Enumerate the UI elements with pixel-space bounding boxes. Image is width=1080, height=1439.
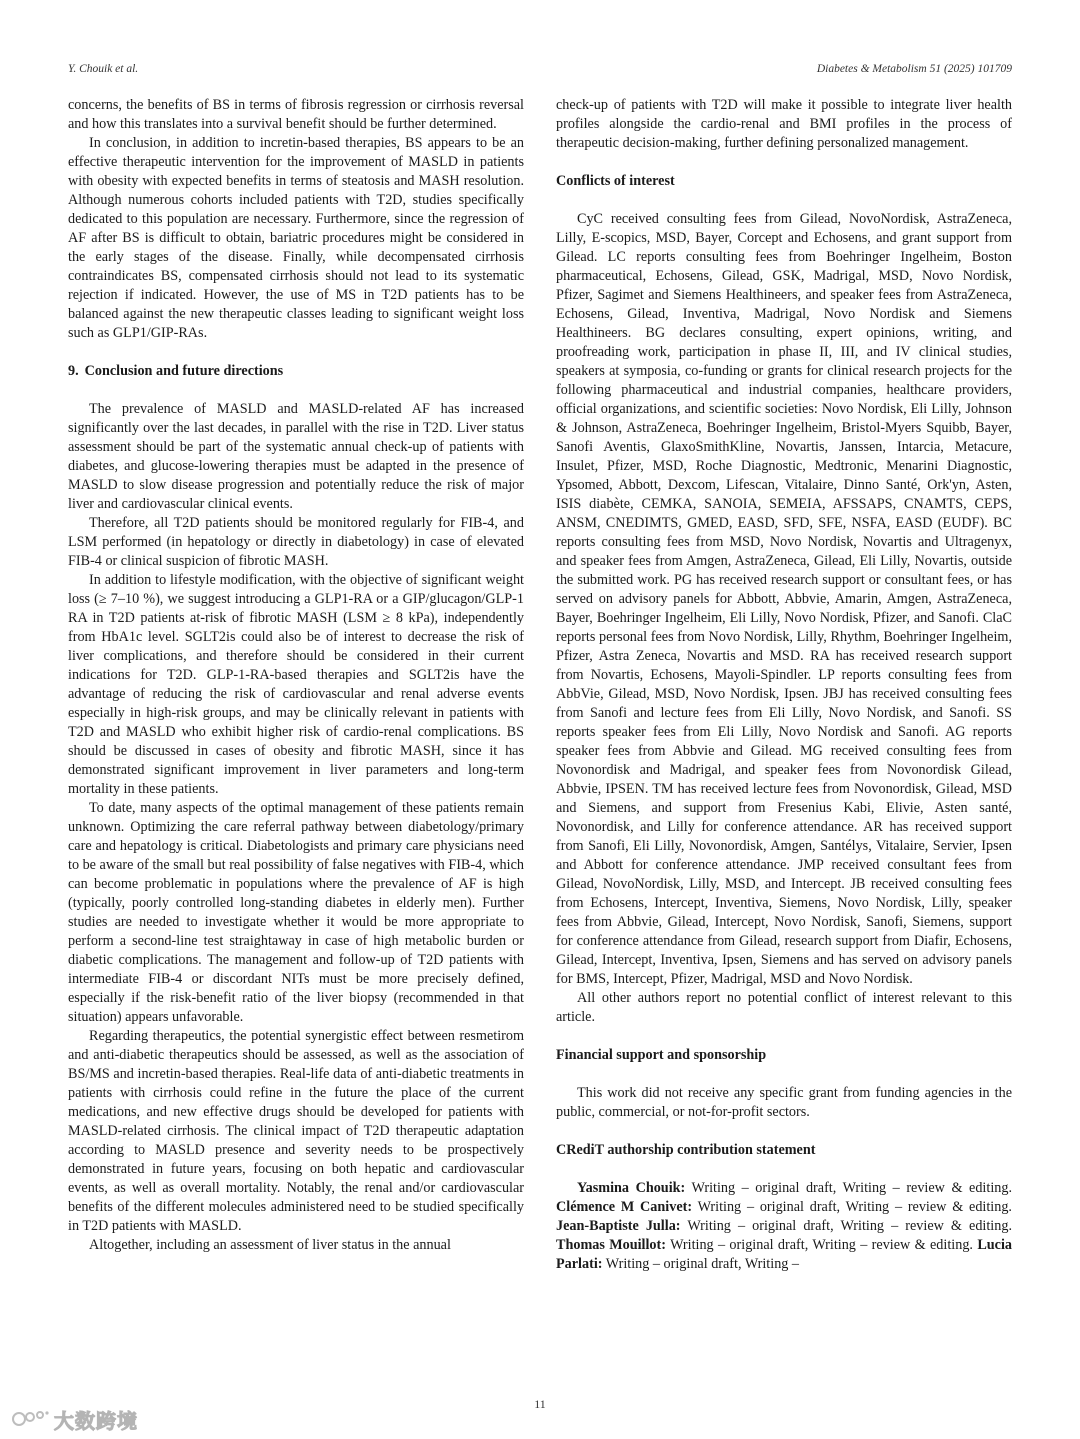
paragraph: To date, many aspects of the optimal management of these patients remain unknown. Optimizing the care referral pathway between diabetology/primary care and hepatology is critical. Diabetologists and primary care physicians need to be aware of the small but real possibility of false negatives with FIB-4, which can become problematic in populations where the prevalence of AF is high (typically, poorly controlled long-standing diabetes in elderly men). Further studies are needed to investigate whether it would be more appropriate to perform a second-line test straightaway in case of high metabolic burden or diabetic complications. The management and follow-up of T2D patients with intermediate FIB-4 or discordant NITs must be more precisely defined, especially if the risk-benefit ratio of the liver biopsy (recommended in that situation) appears unfavorable.: [68, 800, 524, 1025]
author-role: Writing – original draft, Writing – review & editing.: [680, 1218, 1012, 1234]
section-number: 9.: [68, 363, 79, 379]
section-heading-coi: Conflicts of interest: [556, 173, 675, 189]
watermark-text: 大数跨境: [54, 1408, 138, 1433]
credit-paragraph: [556, 1179, 1012, 1274]
paragraph: Therefore, all T2D patients should be monitored regularly for FIB-4, and LSM performed (in hepatology or directly in diabetology) in case of elevated FIB-4 or clinical suspicion of fibrotic MASH.: [68, 515, 524, 569]
page-number: 11: [534, 1397, 546, 1411]
paragraph: This work did not receive any specific grant from funding agencies in the public, commercial, or not-for-profit sectors.: [556, 1085, 1012, 1120]
author-name: Clémence M Canivet:: [556, 1199, 693, 1215]
paragraph: In conclusion, in addition to incretin-based therapies, BS appears to be an effective therapeutic intervention for the improvement of MASLD in patients with obesity with expected benefits in terms of steatosis and MASH resolution. Although numerous cohorts included patients with T2D, studies specifically dedicated to this population are necessary. Furthermore, since the regression of AF after BS is difficult to obtain, bariatric procedures might be considered in the early stages of the disease. Finally, while decompensated cirrhosis contraindicates BS, compensated cirrhosis should not lead to its systematic rejection if indicated. However, the use of MS in T2D patients has to be balanced against the new therapeutic classes leading to significant weight loss such as GLP1/GIP-RAs.: [68, 135, 524, 341]
watermark: [10, 1405, 138, 1433]
header-journal: Diabetes & Metabolism 51 (2025) 101709: [816, 63, 1012, 75]
section-heading: [68, 362, 524, 381]
author-name: Thomas Mouillot:: [556, 1237, 666, 1253]
author-role: Writing – original draft, Writing – review & editing.: [692, 1199, 1012, 1215]
section-heading-financial: Financial support and sponsorship: [556, 1047, 767, 1063]
header-authors: Y. Chouik et al.: [68, 63, 139, 75]
paragraph: CyC received consulting fees from Gilead, NovoNordisk, AstraZeneca, Lilly, E-scopics, MSD, Bayer, Corcept and Echosens, and grant support from Gilead. LC reports consulting fees from Boehringer Ingelheim, Boston pharmaceutical, Echosens, Gilead, GSK, Madrigal, MSD, Novo Nordisk, Pfizer, Sagimet and Siemens Healthineers, and speaker fees from AstraZeneca, Echosens, Gilead, Inventiva, Madrigal, Novo Nordisk and Siemens Healthineers. BG declares consulting, expert opinions, writing, and proofreading work, participation in phase II, III, and IV clinical studies, speakers at symposia, co-funding or grants for clinical research projects for the following pharmaceutical and industrial companies, healthcare providers, official organizations, and scientific societies: Novo Nordisk, Eli Lilly, Johnson & Johnson, AstraZeneca, Boehringer Ingelheim, Bristol-Myers Squibb, Bayer, Sanofi Aventis, GlaxoSmithKline, Novartis, Janssen, Intarcia, Metacure, Insulet, Pfizer, MSD, Roche Diagnostic, Medtronic, Menarini Diagnostic, Ypsomed, Abbott, Dexcom, Lifescan, Vitalaire, Dinno Santé, Ork'yn, Asten, ISIS diabète, CEMKA, SANOIA, SEMEIA, AFSSAPS, CNAMTS, CEPS, ANSM, CNEDIMTS, GMED, EASD, SFD, SFE, NSFA, EASD (EUDF). BC reports consulting fees from MSD, Novo Nordisk, Novartis and Ultragenyx, and speaker fees from Amgen, AstraZeneca, Gilead, Eli Lilly, Novartis, outside the submitted work. PG has received research support or consultant fees, or has served on advisory panels for Abbott, Abbvie, Amarin, Amgen, AstraZeneca, Bayer, Boehringer Ingelheim, Eli Lilly, Novo Nordisk, Pfizer, and Sanofi. ClaC reports personal fees from Novo Nordisk, Lilly, Rhythm, Boehringer Ingelheim, Pfizer, Astra Zeneca, Novartis and MSD. RA has received research support from Novartis, Echosens, Mayoli-Spindler. LP reports consulting fees from AbbVie, Gilead, MSD, Novo Nordisk, Ipsen. JBJ has received consulting fees from Sanofi and lecture fees from Eli Lilly, Novo Nordisk, and Sanofi. SS reports speaker fees from Eli Lilly, Novo Nordisk and Sanofi. AG reports speaker fees from Abbvie and Gilead. MG received consulting fees from Novonordisk and Madrigal, and speaker fees from Novonordisk Gilead, Abbvie, IPSEN. TM has received lecture fees from Novonordisk, Gilead, MSD and Siemens, and support from Fresenius Kabi, Elivie, Asten santé, Novonordisk, and Lilly for conference attendance. AR has received support from Sanofi, Eli Lilly, Novonordisk, Amgen, Santélys, Vitalaire, Servier, Ipsen and Abbott for conference attendance. JMP received consultant fees from Gilead, NovoNordisk, Lilly, MSD, and Intercept. JB received consulting fees from Echosens, Intercept, Inventiva, Siemens, Novo Nordisk, Lilly, speaker fees from Abbvie, Gilead, Intercept, Novo Nordisk, Sanofi, Siemens, support for conference attendance from Gilead, research support from Diafir, Echosens, Gilead, Intercept, Inventiva, Ipsen, Siemens and has served on advisory panels for BMS, Intercept, Pfizer, Madrigal, MSD and Novo Nordisk.: [556, 211, 1012, 987]
section-title: Conclusion and future directions: [84, 363, 284, 379]
author-role: Writing – original draft, Writing – review & editing.: [665, 1237, 978, 1253]
running-header: [68, 63, 1012, 81]
author-role: Writing – original draft, Writing – review & editing.: [685, 1180, 1012, 1196]
author-role: Writing – original draft, Writing –: [602, 1256, 800, 1272]
paragraph: concerns, the benefits of BS in terms of fibrosis regression or cirrhosis reversal and how this translates into a survival benefit should be further determined.: [68, 97, 524, 132]
paragraph: Altogether, including an assessment of liver status in the annual: [89, 1237, 451, 1253]
right-column: [556, 96, 1012, 1274]
paragraph: In addition to lifestyle modification, with the objective of significant weight loss (≥ 7–10 %), we suggest introducing a GLP1-RA or a GIP/glucagon/GLP-1 RA in T2D patients at-risk of fibrotic MASH (LSM ≥ 8 kPa), independently from HbA1c level. SGLT2is could also be of interest to decrease the risk of liver complications, and therefore should be considered in their current indications for T2D. GLP-1-RA-based therapies and SGLT2is have the advantage of reducing the risk of cardiovascular and renal adverse events especially in high-risk groups, and may be clinically relevant in patients with T2D and MASLD who exhibit higher risk of cardio-renal complications. BS should be discussed in cases of obesity and fibrotic MASH, since it has demonstrated significant improvement in liver parameters and long-term mortality in these patients.: [68, 572, 524, 797]
paragraph: All other authors report no potential conflict of interest relevant to this article.: [556, 990, 1012, 1025]
author-name: Jean-Baptiste Julla:: [556, 1218, 681, 1234]
paragraph: check-up of patients with T2D will make it possible to integrate liver health profiles alongside the cardio-renal and BMI profiles in the process of therapeutic decision-making, further defining personalized management.: [556, 97, 1012, 151]
paragraph: Regarding therapeutics, the potential synergistic effect between resmetirom and anti-diabetic therapeutics should be assessed, as well as the association of BS/MS and incretin-based therapies. Real-life data of anti-diabetic treatments in patients with cirrhosis could refine in the future the place of the current medications, and new effective drugs should be developed for patients with MASLD-related cirrhosis. The clinical impact of T2D therapeutic adaptation according to MASLD presence and severity needs to be prospectively demonstrated in future years, focusing on both hepatic and cardiovascular events, as well as overall mortality. Notably, the renal and/or cardiovascular benefits of the different molecules administered need to be studied specifically in T2D patients with MASLD.: [68, 1028, 524, 1234]
section-heading-credit: CRediT authorship contribution statement: [556, 1142, 816, 1158]
left-column: [68, 96, 524, 1255]
watermark-logo-icon: [10, 1406, 50, 1432]
author-name: Yasmina Chouik:: [577, 1180, 686, 1196]
author-name: Lucia Parlati:: [556, 1237, 1013, 1272]
paragraph: The prevalence of MASLD and MASLD-related AF has increased significantly over the last decades, in parallel with the rise in T2D. Liver status assessment should be part of the systematic annual check-up of patients with diabetes, and glucose-lowering therapies must be adapted in the presence of MASLD to slow disease progression and potentially reduce the risk of major liver and cardiovascular clinical events.: [68, 401, 524, 512]
